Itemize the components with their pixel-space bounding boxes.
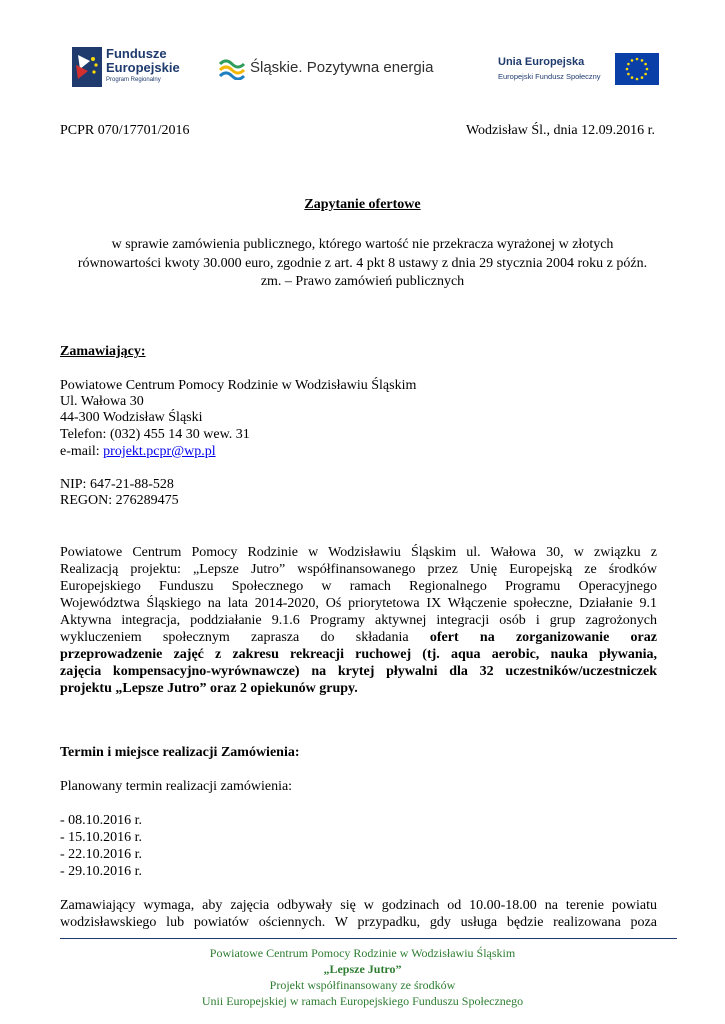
ordering-party-phone: Telefon: (032) 455 14 30 wew. 31 (60, 427, 250, 442)
ordering-party-city: 44-300 Wodzisław Śląski (60, 410, 203, 425)
footer-line-3: Projekt współfinansowany ze środków (269, 978, 456, 992)
email-label: e-mail: (60, 444, 104, 459)
intro-line-6 (60, 629, 657, 646)
fe-line2: Europejskie (106, 60, 180, 75)
slaskie-logo (218, 54, 448, 84)
slaskie-wave-icon (218, 56, 246, 80)
ordering-party-street: Ul. Wałowa 30 (60, 394, 144, 409)
intro-line-7: przeprowadzenie zajęć z zakresu rekreacji ruchowej (tj. aqua aerobic, nauka pływania, (60, 647, 657, 662)
slaskie-text: Śląskie. Pozytywna energia (250, 59, 434, 76)
intro-line-5: Aktywna integracja, poddziałanie 9.1.6 Programy aktywnej integracji osób i grup zagrożonych (60, 613, 657, 628)
intro-line-2: Realizacją projektu: „Lepsze Jutro” współfinansowanego przez Unię Europejską ze środków (60, 562, 657, 577)
term-date-3: - 22.10.2016 r. (60, 847, 143, 862)
ordering-party-heading: Zamawiający: (60, 344, 146, 359)
intro-line-6-bold: ofert na zorganizowanie oraz (429, 630, 657, 645)
place-and-date: Wodzisław Śl., dnia 12.09.2016 r. (465, 123, 655, 138)
subtitle-line-3: zm. – Prawo zamówień publicznych (260, 274, 465, 289)
intro-line-1: Powiatowe Centrum Pomocy Rodzinie w Wodzisławiu Śląskim ul. Wałowa 30, w związku z (60, 545, 657, 560)
subtitle-line-1: w sprawie zamówienia publicznego, którego wartość nie przekracza wyrażonej w złotych (111, 237, 614, 252)
intro-line-8: zajęcia kompensacyjno-wyrównawcze) na krytej pływalni dla 32 uczestników/uczestniczek (60, 664, 657, 679)
ue-title: Unia Europejska (498, 56, 585, 68)
fundusze-europejskie-flag-icon (72, 47, 102, 87)
fe-line1: Fundusze (106, 46, 167, 61)
term-date-1: - 08.10.2016 r. (60, 813, 143, 828)
term-heading: Termin i miejsce realizacji Zamówienia: (60, 745, 300, 760)
footer-line-2: „Lepsze Jutro” (323, 962, 402, 976)
ue-subtitle: Europejski Fundusz Społeczny (498, 72, 601, 81)
term-planned: Planowany termin realizacji zamówienia: (60, 779, 293, 794)
footer-line-4: Unii Europejskiej w ramach Europejskiego Funduszu Społecznego (201, 994, 524, 1008)
reference-number: PCPR 070/17701/2016 (60, 123, 190, 138)
footer-line-1: Powiatowe Centrum Pomocy Rodzinie w Wodzisławiu Śląskim (209, 946, 516, 960)
intro-line-3: Europejskiego Funduszu Społecznego w ramach Regionalnego Programu Operacyjnego (60, 579, 657, 594)
fundusze-europejskie-text (106, 47, 180, 75)
term-date-4: - 29.10.2016 r. (60, 864, 143, 879)
intro-line-4: Województwa Śląskiego na lata 2014-2020, Oś priorytetowa IX Włączenie społeczne, Działanie 9.1 (60, 596, 657, 611)
subtitle-line-2: równowartości kwoty 30.000 euro, zgodnie z art. 4 pkt 8 ustawy z dnia 29 stycznia 2004 roku z późn. (77, 256, 648, 271)
term-paragraph-line-1: Zamawiający wymaga, aby zajęcia odbywały się w godzinach od 10.00-18.00 na terenie powiatu (60, 898, 657, 913)
unia-europejska-logo (498, 52, 663, 88)
regon: REGON: 276289475 (60, 493, 179, 508)
ordering-party-name: Powiatowe Centrum Pomocy Rodzinie w Wodzisławiu Śląskim (60, 378, 417, 393)
footer-divider (60, 938, 677, 939)
email-link[interactable]: projekt.pcpr@wp.pl (103, 444, 216, 459)
nip: NIP: 647-21-88-528 (60, 477, 174, 492)
term-date-2: - 15.10.2016 r. (60, 830, 143, 845)
intro-line-9: projektu „Lepsze Jutro” oraz 2 opiekunów grupy. (60, 681, 358, 696)
ordering-party-email-row (60, 443, 216, 460)
fundusze-europejskie-logo (72, 45, 212, 89)
intro-line-6-normal: wykluczeniem społecznym zaprasza do składania (60, 630, 430, 645)
fe-subtitle: Program Regionalny (106, 77, 161, 83)
document-title: Zapytanie ofertowe (304, 197, 421, 212)
eu-flag-icon (615, 53, 659, 85)
term-paragraph-line-2: wodzisławskiego lub powiatów ościennych. W przypadku, gdy usługa będzie realizowana poza (60, 915, 657, 930)
